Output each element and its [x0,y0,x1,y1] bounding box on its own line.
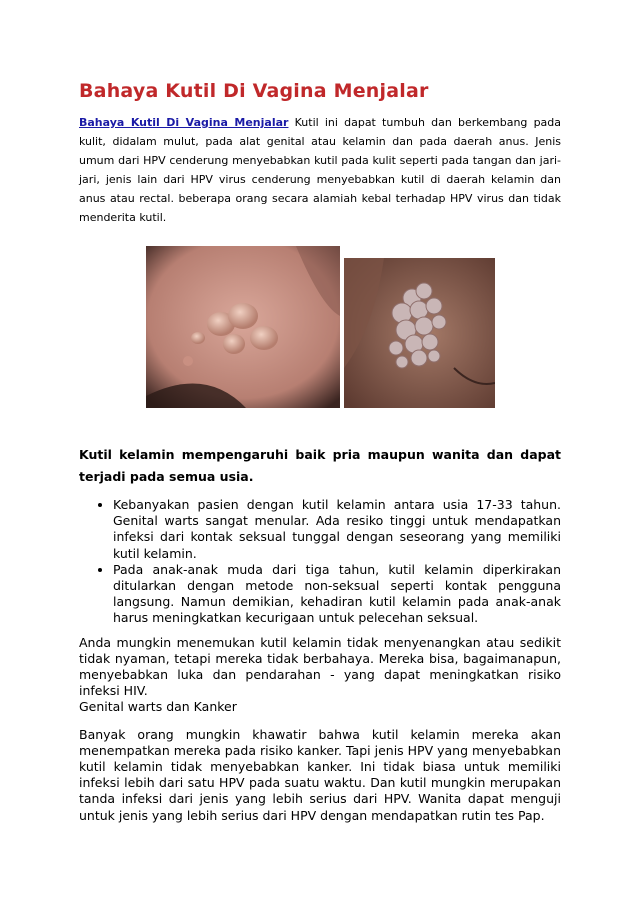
photo-row [79,246,561,408]
bullet-item-1: • Kebanyakan pasien dengan kutil kelamin antara usia 17-33 tahun. Genital warts sangat menular. Ada resiko tinggi untuk mendapatkan infeksi dari kontak seksual tunggal dengan seseorang yang memiliki kutil kelamin. [113,497,561,562]
document-page [79,78,561,835]
section-subheading: Kutil kelamin mempengaruhi baik pria maupun wanita dan dapat terjadi pada semua usia. [79,447,561,484]
bullet-list [79,497,561,627]
paragraph-1 [79,635,561,716]
paragraph-2: Banyak orang mungkin khawatir bahwa kutil kelamin mereka akan menempatkan mereka pada risiko kanker. Tapi jenis HPV yang menyebabkan kutil kelamin tidak menyebabkan kanker. Ini tidak biasa untuk memiliki infeksi lebih dari satu HPV pada suatu waktu. Dan kutil mungkin merupakan tanda infeksi dari jenis yang lebih serius dari HPV. Wanita dapat menguji untuk jenis yang lebih serius dari HPV dengan mendapatkan rutin tes Pap. [79,726,562,823]
intro-paragraph [79,113,561,227]
bullet-item-2: • Pada anak-anak muda dari tiga tahun, kutil kelamin diperkirakan ditularkan dengan metode non-seksual seperti kontak pengguna langsung. Namun demikian, kehadiran kutil kelamin pada anak-anak harus meningkatkan kecurigaan untuk pelecehan seksual. [113,562,561,627]
clinical-photo-left [146,246,340,408]
paragraph-1-tail: Genital warts dan Kanker [79,699,237,715]
article-title: Bahaya Kutil Di Vagina Menjalar [79,80,429,102]
paragraph-1-body: Anda mungkin menemukan kutil kelamin tidak menyenangkan atau sedikit tidak nyaman, tetapi mereka tidak berbahaya. Mereka bisa, bagaimanapun, menyebabkan luka dan pendarahan - yang dapat meningkatkan risiko infeksi HIV. [79,634,561,699]
title-link[interactable]: Bahaya Kutil Di Vagina Menjalar [79,116,289,129]
intro-text: Kutil ini dapat tumbuh dan berkembang pada kulit, didalam mulut, pada alat genital atau kelamin dan pada daerah anus. Jenis umum dari HPV cenderung menyebabkan kutil pada kulit seperti pada tangan dan jari-jari, jenis lain dari HPV virus cenderung menyebabkan kutil di daerah kelamin dan anus atau rectal. beberapa orang secara alamiah kebal terhadap HPV virus dan tidak menderita kutil. [79,116,562,224]
clinical-photo-right [344,258,495,420]
